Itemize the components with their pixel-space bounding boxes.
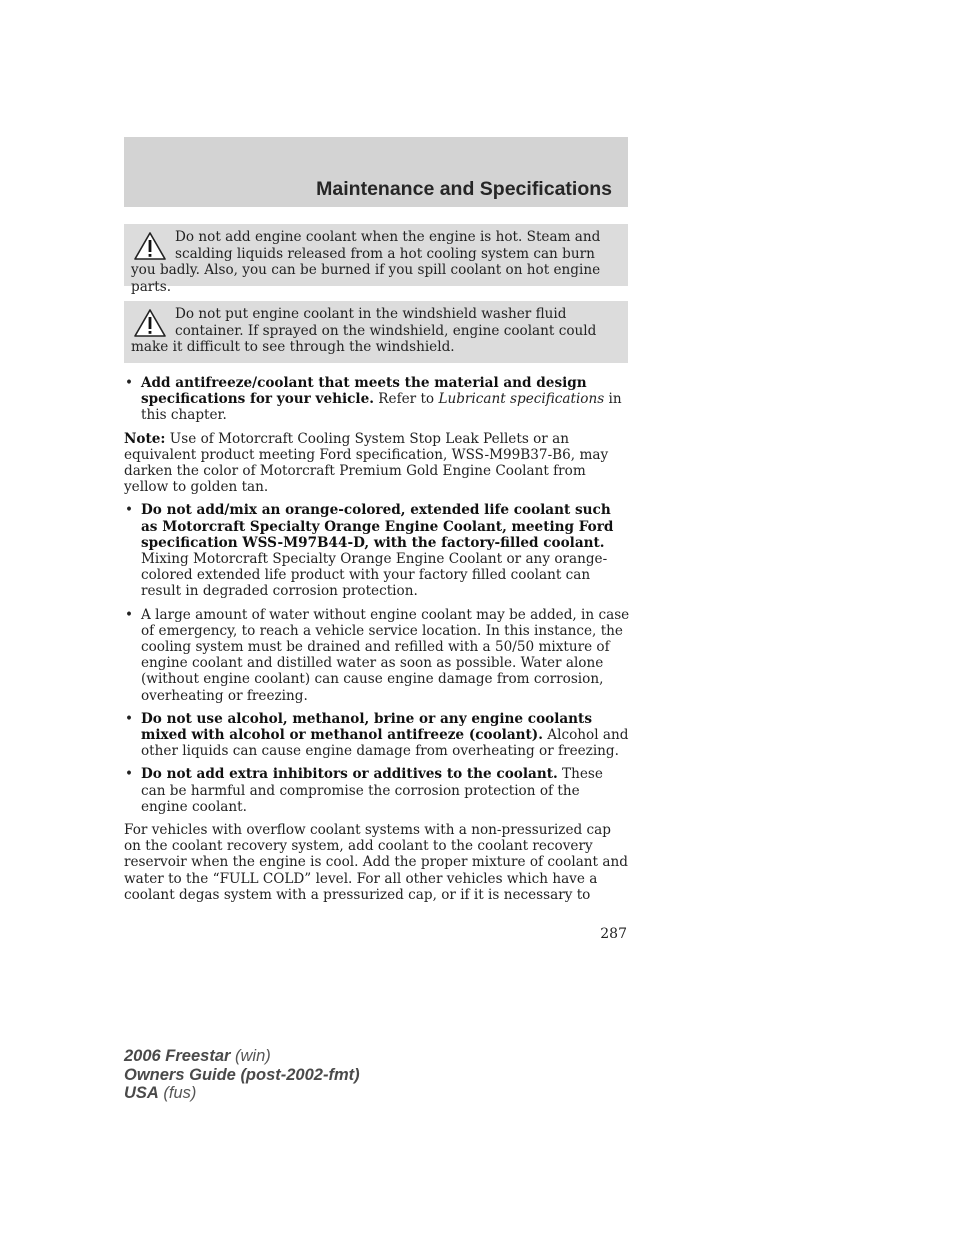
bullet-icon: • xyxy=(125,766,134,783)
bullet-icon: • xyxy=(125,710,134,727)
note-paragraph: Note: Use of Motorcraft Cooling System Stop Leak Pellets or an equivalent product meeting Ford specification, WSS-M99B37-B6, may darken the color of Motorcraft Premium Gold Engine Coolant from yellow to golden tan. xyxy=(124,430,609,496)
warning-box-washer-fluid xyxy=(124,301,628,363)
body-paragraph: For vehicles with overflow coolant systems with a non-pressurized cap on the coolant recovery system, add coolant to the coolant recovery reservoir when the engine is cool. Add the proper mixture of coolant and water to the “FULL COLD” level. For all other vehicles which have a coolant degas system with a pressurized cap, or if it is necessary to xyxy=(124,822,628,903)
footer-line-2: Owners Guide (post-2002-fmt) xyxy=(124,1065,360,1084)
bullet-icon: • xyxy=(125,375,134,391)
warning-box-hot-engine xyxy=(124,224,628,295)
section-title: Maintenance and Specifications xyxy=(316,178,612,200)
bullet-icon: • xyxy=(125,606,134,623)
list-item: • Do not add/mix an orange-colored, extended life coolant such as Motorcraft Specialty Orange Engine Coolant, meeting Ford specification WSS-M97B44-D, with the factory-filled coolant. Mixing Motorcraft Specialty Orange Engine Coolant or any orange-colored extended life product with your factory filled coolant can result in degraded corrosion protection. xyxy=(125,502,614,600)
bullet-icon: • xyxy=(125,502,134,519)
warning-text: Do not put engine coolant in the windshield washer fluid container. If sprayed on the windshield, engine coolant could make it difficult to see through the windshield. xyxy=(131,306,597,356)
body-content xyxy=(124,375,630,910)
section-header xyxy=(124,137,628,207)
list-item: • A large amount of water without engine coolant may be added, in case of emergency, to reach a vehicle service location. In this instance, the cooling system must be drained and refilled with a 50/50 mixture of engine coolant and distilled water as soon as possible. Water alone (without engine coolant) can cause engine damage from corrosion, overheating or freezing. xyxy=(125,606,630,704)
footer-line-1: 2006 Freestar (win) xyxy=(124,1047,271,1065)
warning-text: Do not add engine coolant when the engine is hot. Steam and scalding liquids released from a hot cooling system can burn you badly. Also, you can be burned if you spill coolant on hot engine parts. xyxy=(131,229,601,295)
footer-line-3: USA (fus) xyxy=(124,1084,197,1102)
list-item: • Add antifreeze/coolant that meets the material and design specifications for your vehicle. Refer to Lubricant specifications in this chapter. xyxy=(125,375,622,424)
page-number: 287 xyxy=(600,926,627,942)
warning-triangle-icon xyxy=(133,308,167,338)
warning-triangle-icon xyxy=(133,231,167,261)
document-footer xyxy=(124,1047,360,1103)
list-item: • Do not use alcohol, methanol, brine or any engine coolants mixed with alcohol or methanol antifreeze (coolant). Alcohol and other liquids can cause engine damage from overheating or freezing. xyxy=(125,710,629,760)
list-item: • Do not add extra inhibitors or additives to the coolant. These can be harmful and compromise the corrosion protection of the engine coolant. xyxy=(125,766,603,815)
